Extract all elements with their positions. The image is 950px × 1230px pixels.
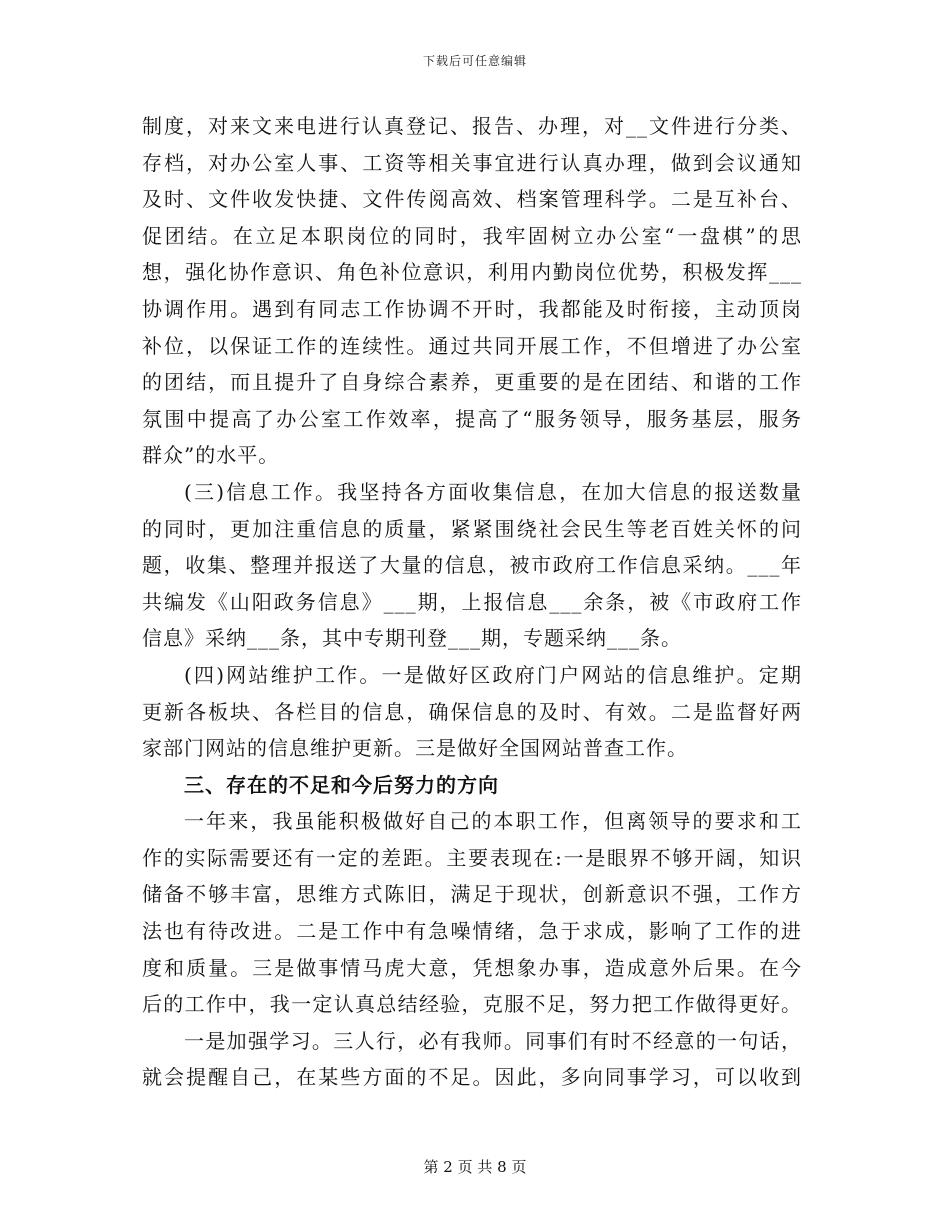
text-line: 氛围中提高了办公室工作效率，提高了“服务领导，服务基层，服务	[142, 406, 802, 431]
text-line: 作的实际需要还有一定的差距。主要表现在:一是眼界不够开阔，知识	[142, 845, 802, 870]
page-header: 下载后可任意编辑	[422, 54, 527, 68]
text-line: 的同时，更加注重信息的质量，紧紧围绕社会民生等老百姓关怀的问	[142, 516, 802, 541]
text-line: 题，收集、整理并报送了大量的信息，被市政府工作信息采纳。___年	[142, 553, 802, 578]
text-line: 度和质量。三是做事情马虎大意，凭想象办事，造成意外后果。在今	[142, 955, 802, 980]
text-line: 制度，对来文来电进行认真登记、报告、办理，对__文件进行分类、	[142, 114, 802, 138]
text-line: 存档，对办公室人事、工资等相关事宜进行认真办理，做到会议通知	[142, 150, 802, 175]
text-line: 家部门网站的信息维护更新。三是做好全国网站普查工作。	[142, 736, 688, 761]
paragraph-start-line: 一是加强学习。三人行，必有我师。同事们有时不经意的一句话，	[184, 1028, 802, 1053]
text-line: 补位，以保证工作的连续性。通过共同开展工作，不但增进了办公室	[142, 333, 802, 358]
text-line: 的团结，而且提升了自身综合素养，更重要的是在团结、和谐的工作	[142, 370, 802, 395]
text-line: 想，强化协作意识、角色补位意识，利用内勤岗位优势，积极发挥___	[142, 260, 802, 285]
paragraph-start-line: (三)信息工作。我坚持各方面收集信息，在加大信息的报送数量	[184, 479, 802, 504]
text-line: 储备不够丰富，思维方式陈旧，满足于现状，创新意识不强，工作方	[142, 882, 802, 907]
paragraph-start-line: 一年来，我虽能积极做好自己的本职工作，但离领导的要求和工	[184, 809, 802, 834]
paragraph-start-line: (四)网站维护工作。一是做好区政府门户网站的信息维护。定期	[184, 662, 802, 687]
text-line: 群众”的水平。	[142, 443, 280, 468]
text-line: 就会提醒自己，在某些方面的不足。因此，多向同事学习，可以收到	[142, 1065, 802, 1090]
body-text	[142, 108, 802, 1096]
page-number: 第 2 页 共 8 页	[423, 1158, 527, 1176]
text-line: 信息》采纳___条，其中专期刊登___期，专题采纳___条。	[142, 626, 682, 651]
section-heading: 三、存在的不足和今后努力的方向	[184, 772, 499, 797]
text-line: 法也有待改进。二是工作中有急噪情绪，急于求成，影响了工作的进	[142, 919, 802, 944]
text-line: 促团结。在立足本职岗位的同时，我牢固树立办公室“一盘棋”的思	[142, 223, 802, 248]
text-line: 共编发《山阳政务信息》___期，上报信息___余条，被《市政府工作	[142, 589, 802, 614]
text-line: 更新各板块、各栏目的信息，确保信息的及时、有效。二是监督好两	[142, 699, 802, 724]
text-line: 协调作用。遇到有同志工作协调不开时，我都能及时衔接，主动顶岗	[142, 296, 802, 321]
text-line: 后的工作中，我一定认真总结经验，克服不足，努力把工作做得更好。	[142, 992, 802, 1017]
text-line: 及时、文件收发快捷、文件传阅高效、档案管理科学。二是互补台、	[142, 187, 802, 212]
